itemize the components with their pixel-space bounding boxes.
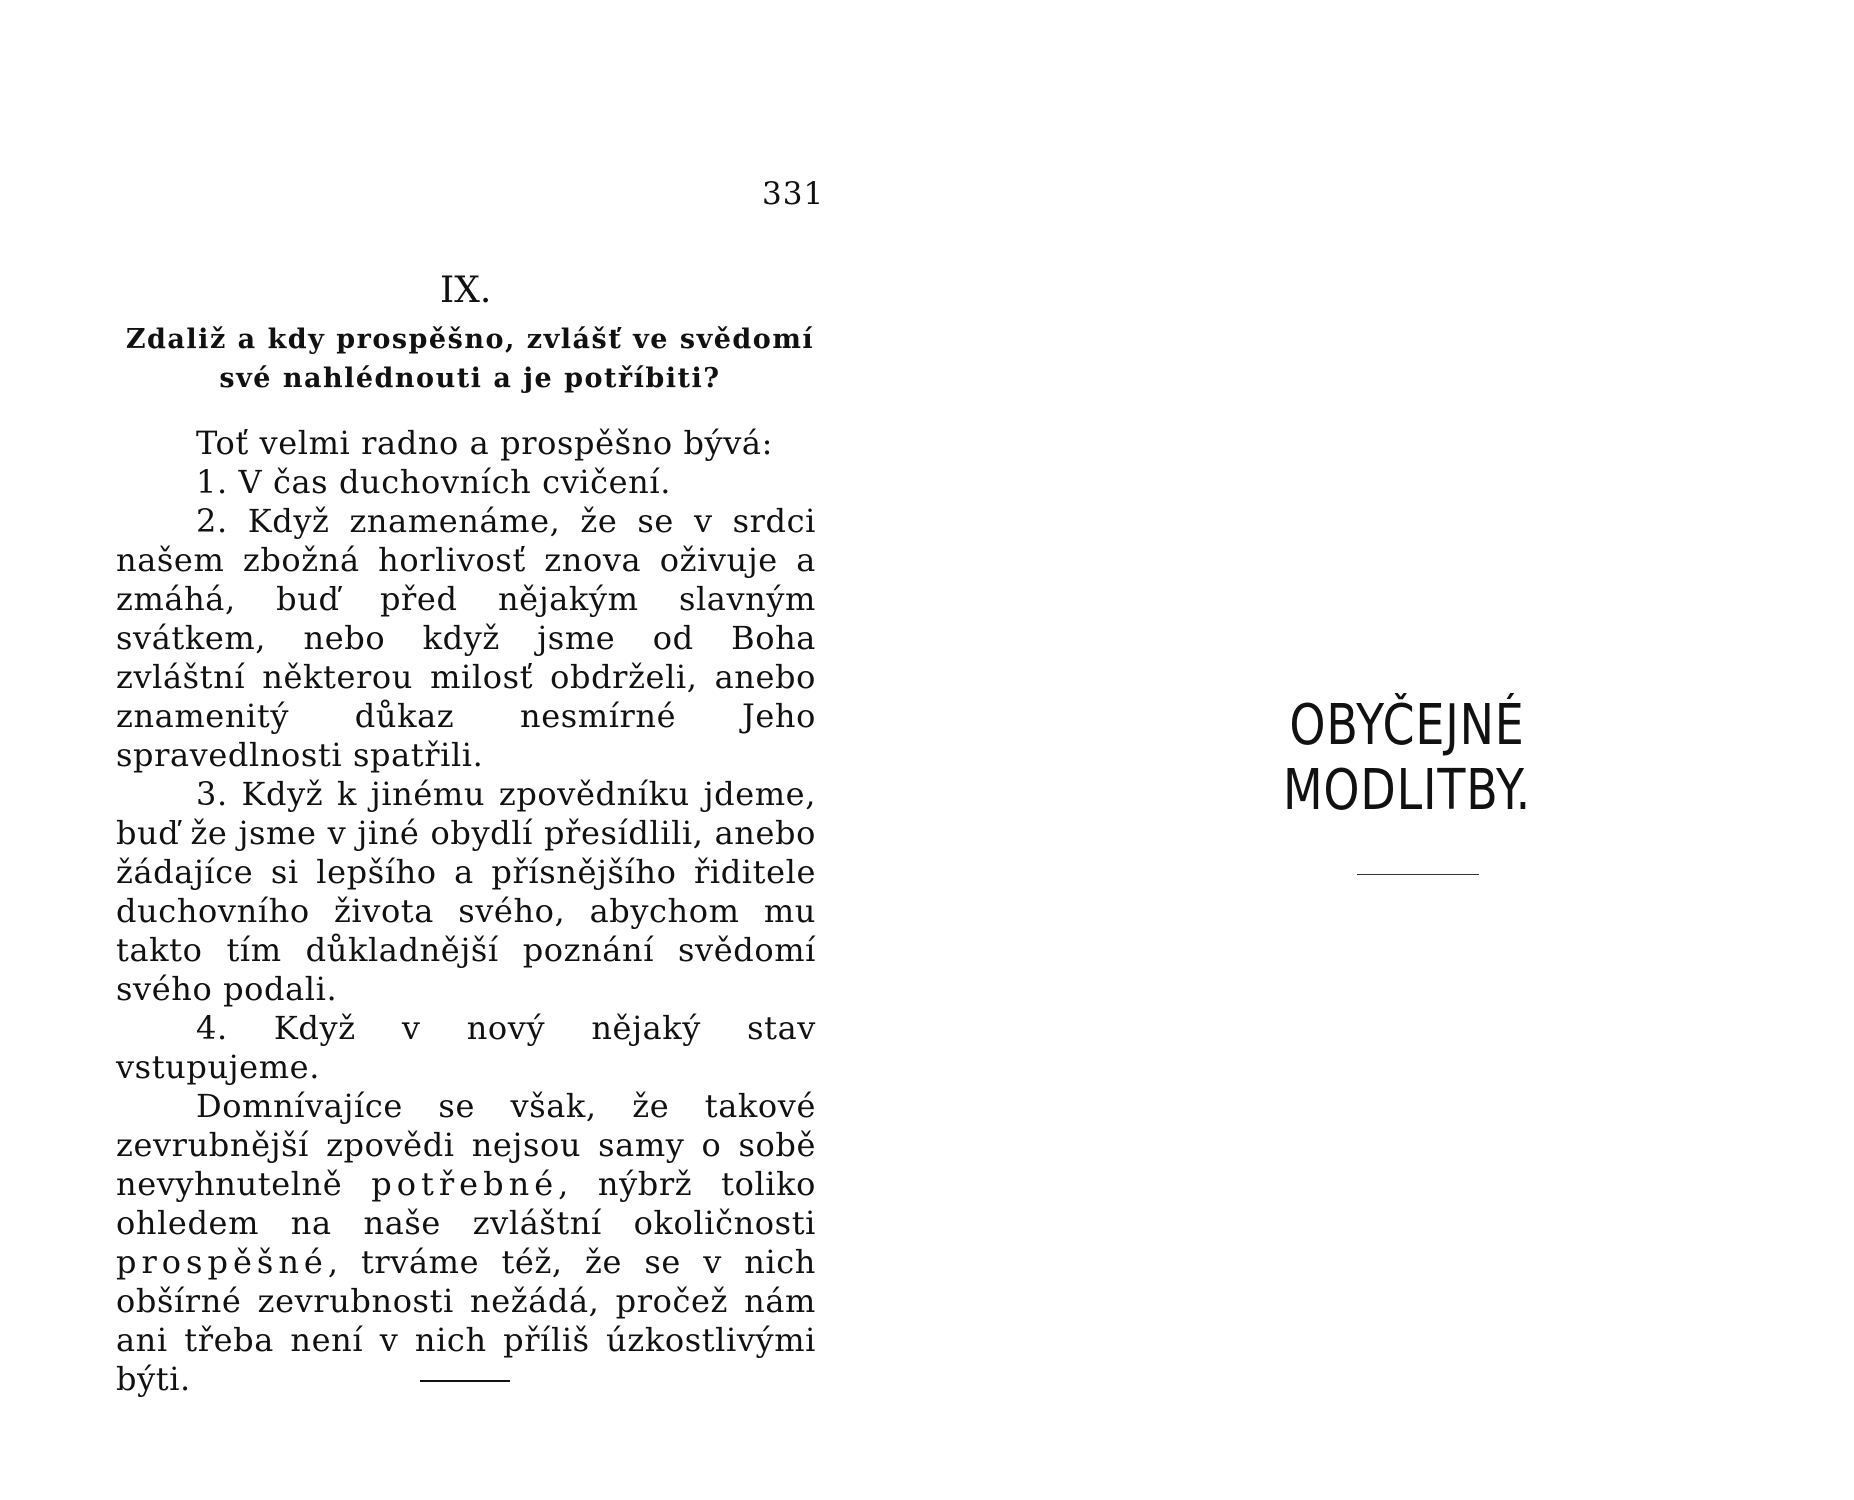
point-4: 4. Když v nový nějaký stav vstupujeme. (116, 1009, 816, 1086)
section-title: OBYČEJNÉ MODLITBY. (1282, 693, 1531, 823)
right-page (927, 0, 1854, 1500)
conclusion-part-c: , trváme též, že se v nich obšírné zevrubnosti nežádá, pročež nám ani třeba není v nich příliš úzkostlivými býti. (116, 1243, 816, 1398)
point-2: 2. Když znamenáme, že se v srdci našem zbožná horlivosť znova oživuje a zmáhá, buď před nějakým slavným svátkem, nebo když jsme od Boha zvláštní některou milosť obdrželi, anebo znamenitý důkaz nesmírné Jeho spravedlnosti spatřili. (116, 502, 816, 774)
chapter-title: Zdaliž a kdy prospěšno, zvlášť ve svědomí své nahlédnouti a je potříbiti? (125, 324, 815, 394)
page-number: 331 (762, 176, 825, 212)
emphasis-necessary: potřebné (371, 1165, 559, 1203)
conclusion-part-a: Domnívajíce se však, že takové zevrubnější zpovědi nejsou samy o sobě nevyhnutelně (116, 1087, 816, 1203)
point-1: 1. V čas duchovních cvičení. (196, 463, 672, 501)
point-3: 3. Když k jinému zpovědníku jdeme, buď že jsme v jiné obydlí přesídlili, anebo žádajíce si lepšího a přísnějšího řiditele duchovního života svého, abychom mu takto tím důkladnější poznání svědomí svého podali. (116, 775, 816, 1008)
chapter-numeral: IX. (440, 270, 492, 311)
title-rule (1357, 874, 1479, 875)
end-rule (420, 1380, 510, 1382)
conclusion-paragraph (116, 1087, 816, 1399)
conclusion-part-b: , nýbrž toliko ohledem na naše zvláštní okoličnosti (116, 1165, 816, 1242)
intro-paragraph: Toť velmi radno a prospěšno bývá: (196, 424, 773, 462)
emphasis-beneficial: prospěšné (116, 1243, 328, 1281)
body-text (116, 424, 816, 1399)
